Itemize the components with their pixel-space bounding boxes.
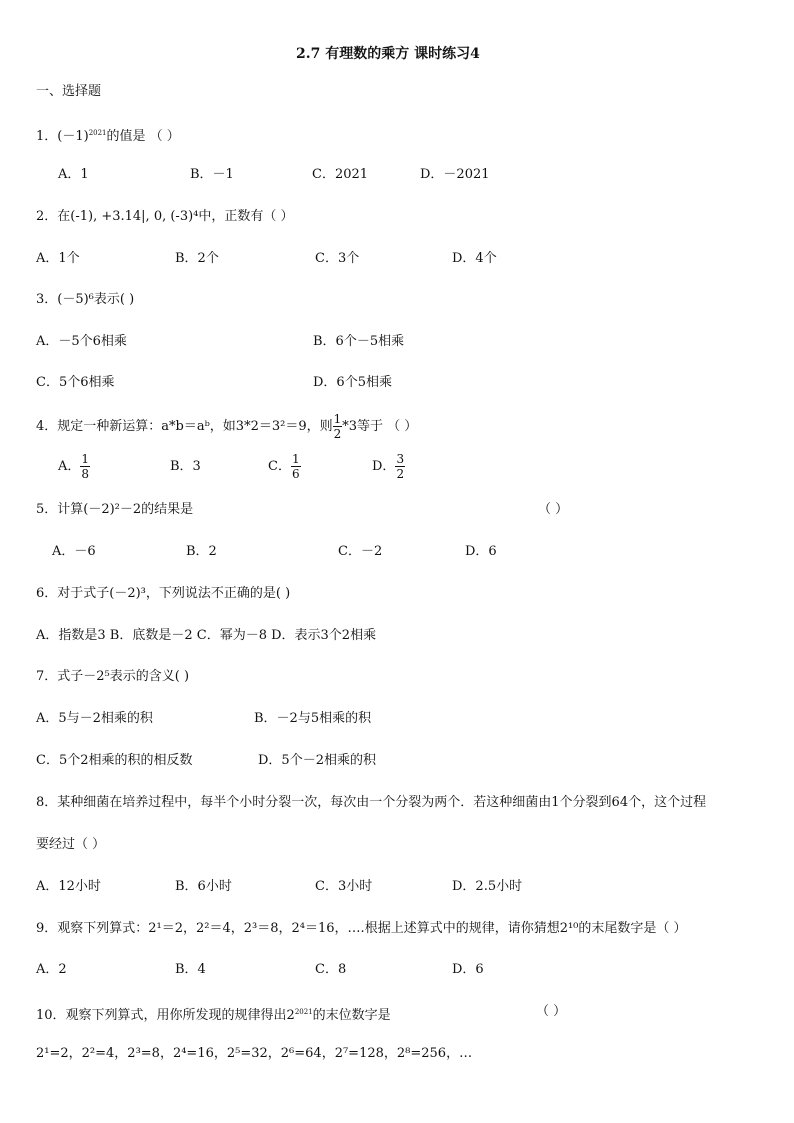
fraction-one-half: $\frac{1}{2}$ (333, 412, 342, 441)
question-3-option-d: D．6个5相乘 (313, 375, 392, 390)
question-10-stem: 10．观察下列算式，用你所发现的规律得出$2^{2021}$的末位数字是 (36, 1008, 391, 1023)
question-9-option-d: D．6 (452, 962, 484, 977)
question-3-option-a: A．－5个6相乘 (36, 334, 127, 349)
question-8-option-c: C．3小时 (315, 879, 373, 894)
question-6-options: A．指数是3 B．底数是－2 C．幂为－8 D．表示3个2相乘 (36, 628, 377, 643)
question-10-sequence: 2¹=2，2²=4，2³=8，2⁴=16，2⁵=32，2⁶=64，2⁷=128，2⁸=256，… (36, 1046, 473, 1061)
question-2-option-b: B．2个 (175, 251, 219, 266)
question-5-answer-paren: （ ） (538, 502, 569, 517)
question-8-stem-line1: 8．某种细菌在培养过程中，每半个小时分裂一次，每次由一个分裂为两个．若这种细菌由1个分裂到64个，这个过程 (36, 795, 707, 810)
question-1-option-c: C．2021 (312, 167, 369, 182)
question-1-option-d: D．－2021 (420, 167, 490, 182)
question-3-option-c: C．5个6相乘 (36, 375, 115, 390)
question-10-answer-paren: （ ） (536, 1004, 567, 1019)
question-6-stem: 6．对于式子(－2)³，下列说法不正确的是( ) (36, 586, 291, 601)
question-4-option-b: B．3 (170, 459, 201, 474)
question-5-option-c: C．－2 (338, 544, 383, 559)
question-7-option-a: A．5与－2相乘的积 (36, 711, 153, 726)
question-9-option-a: A．2 (36, 962, 67, 977)
question-8-option-a: A．12小时 (36, 879, 101, 894)
question-5-option-b: B．2 (186, 544, 217, 559)
question-5-option-a: A．－6 (52, 544, 96, 559)
question-1-option-a: A．1 (58, 167, 89, 182)
question-8-option-d: D．2.5小时 (452, 879, 523, 894)
question-4-option-d: D． $\frac{3}{2}$ (372, 452, 405, 481)
question-9-option-c: C．8 (315, 962, 347, 977)
question-4-stem: 4．规定一种新运算：a*b＝aᵇ，如3*2＝3²＝9，则 $\frac{1}{2}$ *3等于 （ ） (36, 412, 418, 441)
question-7-option-d: D．5个－2相乘的积 (258, 753, 376, 768)
question-2-option-c: C．3个 (315, 251, 360, 266)
question-8-option-b: B．6小时 (175, 879, 232, 894)
question-2-option-d: D．4个 (452, 251, 497, 266)
question-4-option-a: A． $\frac{1}{8}$ (58, 452, 90, 481)
question-4-option-c: C． $\frac{1}{6}$ (268, 452, 300, 481)
page-title: 2.7 有理数的乘方 课时练习4 (296, 46, 480, 62)
question-1-stem: 1．$(-1)^{2021}$的值是 （ ） (36, 129, 180, 144)
question-8-stem-line2: 要经过（ ） (36, 837, 106, 852)
question-2-stem: 2．在(-1), +3.14|, 0, (-3)⁴中，正数有（ ） (36, 209, 294, 224)
question-3-stem: 3．(－5)⁶表示( ) (36, 292, 135, 307)
question-7-option-b: B．－2与5相乘的积 (254, 711, 372, 726)
section-heading: 一、选择题 (36, 84, 102, 99)
question-5-option-d: D．6 (465, 544, 497, 559)
question-1-option-b: B．－1 (190, 167, 234, 182)
question-3-option-b: B．6个－5相乘 (313, 334, 405, 349)
question-7-stem: 7．式子－2⁵表示的含义( ) (36, 669, 190, 684)
question-9-option-b: B．4 (175, 962, 206, 977)
question-5-stem: 5．计算(－2)²－2的结果是 (36, 502, 194, 517)
question-9-stem: 9．观察下列算式：2¹＝2，2²＝4，2³＝8，2⁴＝16，….根据上述算式中的规律，请你猜想2¹⁰的末尾数字是（ ） (36, 921, 687, 936)
question-7-option-c: C．5个2相乘的积的相反数 (36, 753, 193, 768)
question-2-option-a: A．1个 (36, 251, 80, 266)
